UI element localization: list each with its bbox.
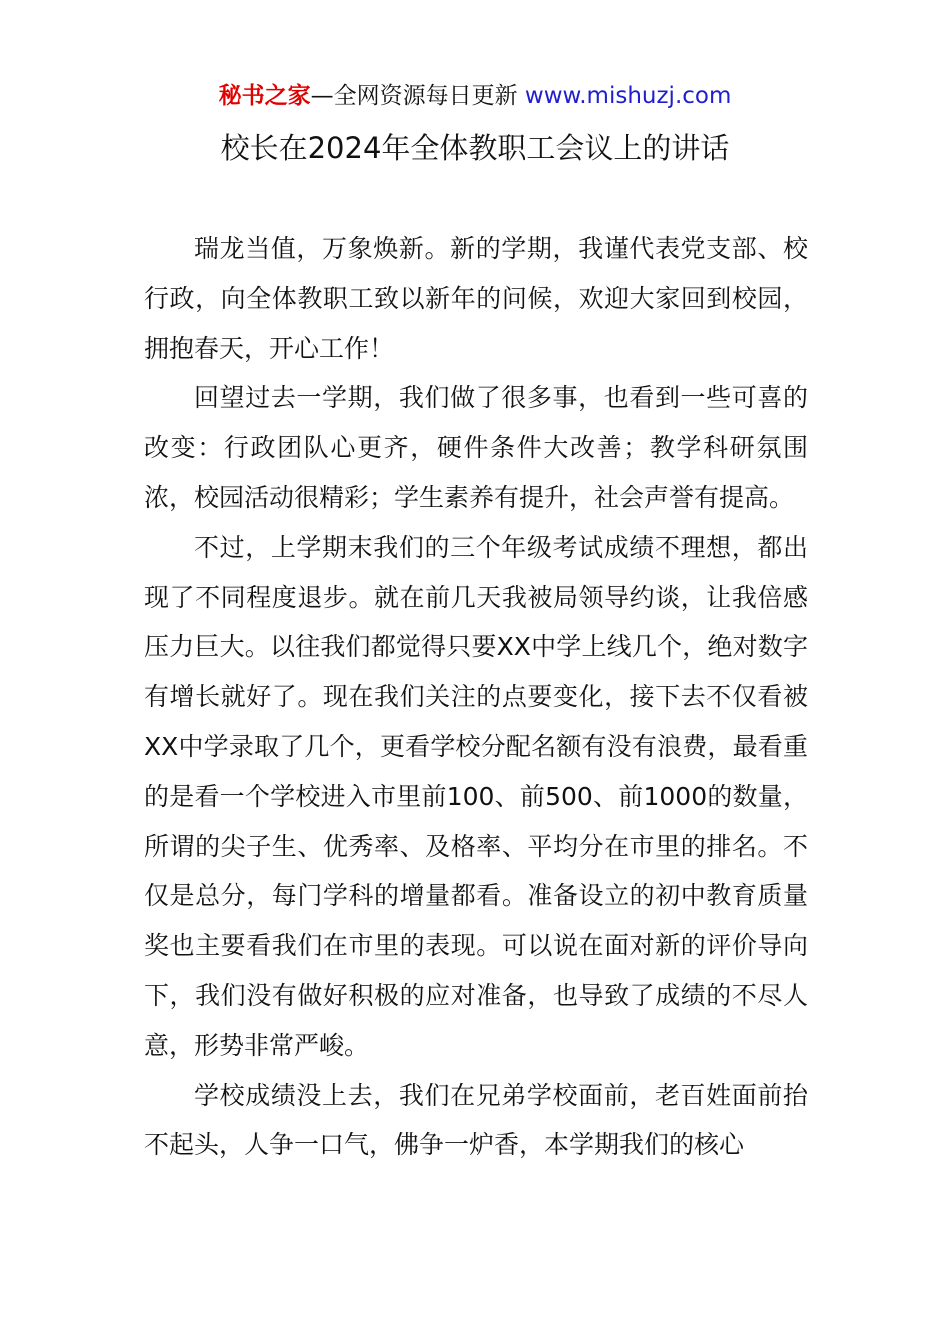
document-body [144,224,808,1170]
site-header [0,80,950,112]
paragraph-1: 瑞龙当值，万象焕新。新的学期，我谨代表党支部、校行政，向全体教职工致以新年的问候，欢迎大家回到校园，拥抱春天，开心工作！ [144,234,808,363]
header-tagline: —全网资源每日更新 [310,83,518,109]
document-title: 校长在2024年全体教职工会议上的讲话 [220,131,730,165]
brand-name: 秘书之家 [218,83,311,109]
paragraph-3: 不过，上学期末我们的三个年级考试成绩不理想，都出现了不同程度退步。就在前几天我被局领导约谈，让我倍感压力巨大。以往我们都觉得只要XX中学上线几个，绝对数字有增长就好了。现在我们关注的点要变化，接下去不仅看被XX中学录取了几个，更看学校分配名额有没有浪费，最看重的是看一个学校进入市里前100、前500、前1000的数量，所谓的尖子生、优秀率、及格率、平均分在市里的排名。不仅是总分，每门学科的增量都看。准备设立的初中教育质量奖也主要看我们在市里的表现。可以说在面对新的评价导向下，我们没有做好积极的应对准备，也导致了成绩的不尽人意，形势非常严峻。 [144,532,808,1060]
paragraph-2: 回望过去一学期，我们做了很多事，也看到一些可喜的改变：行政团队心更齐，硬件条件大改善；教学科研氛围浓，校园活动很精彩；学生素养有提升，社会声誉有提高。 [144,383,808,512]
paragraph-4: 学校成绩没上去，我们在兄弟学校面前，老百姓面前抬不起头，人争一口气，佛争一炉香，本学期我们的核心 [144,1080,808,1160]
site-url-link[interactable]: www.mishuzj.com [524,83,732,109]
